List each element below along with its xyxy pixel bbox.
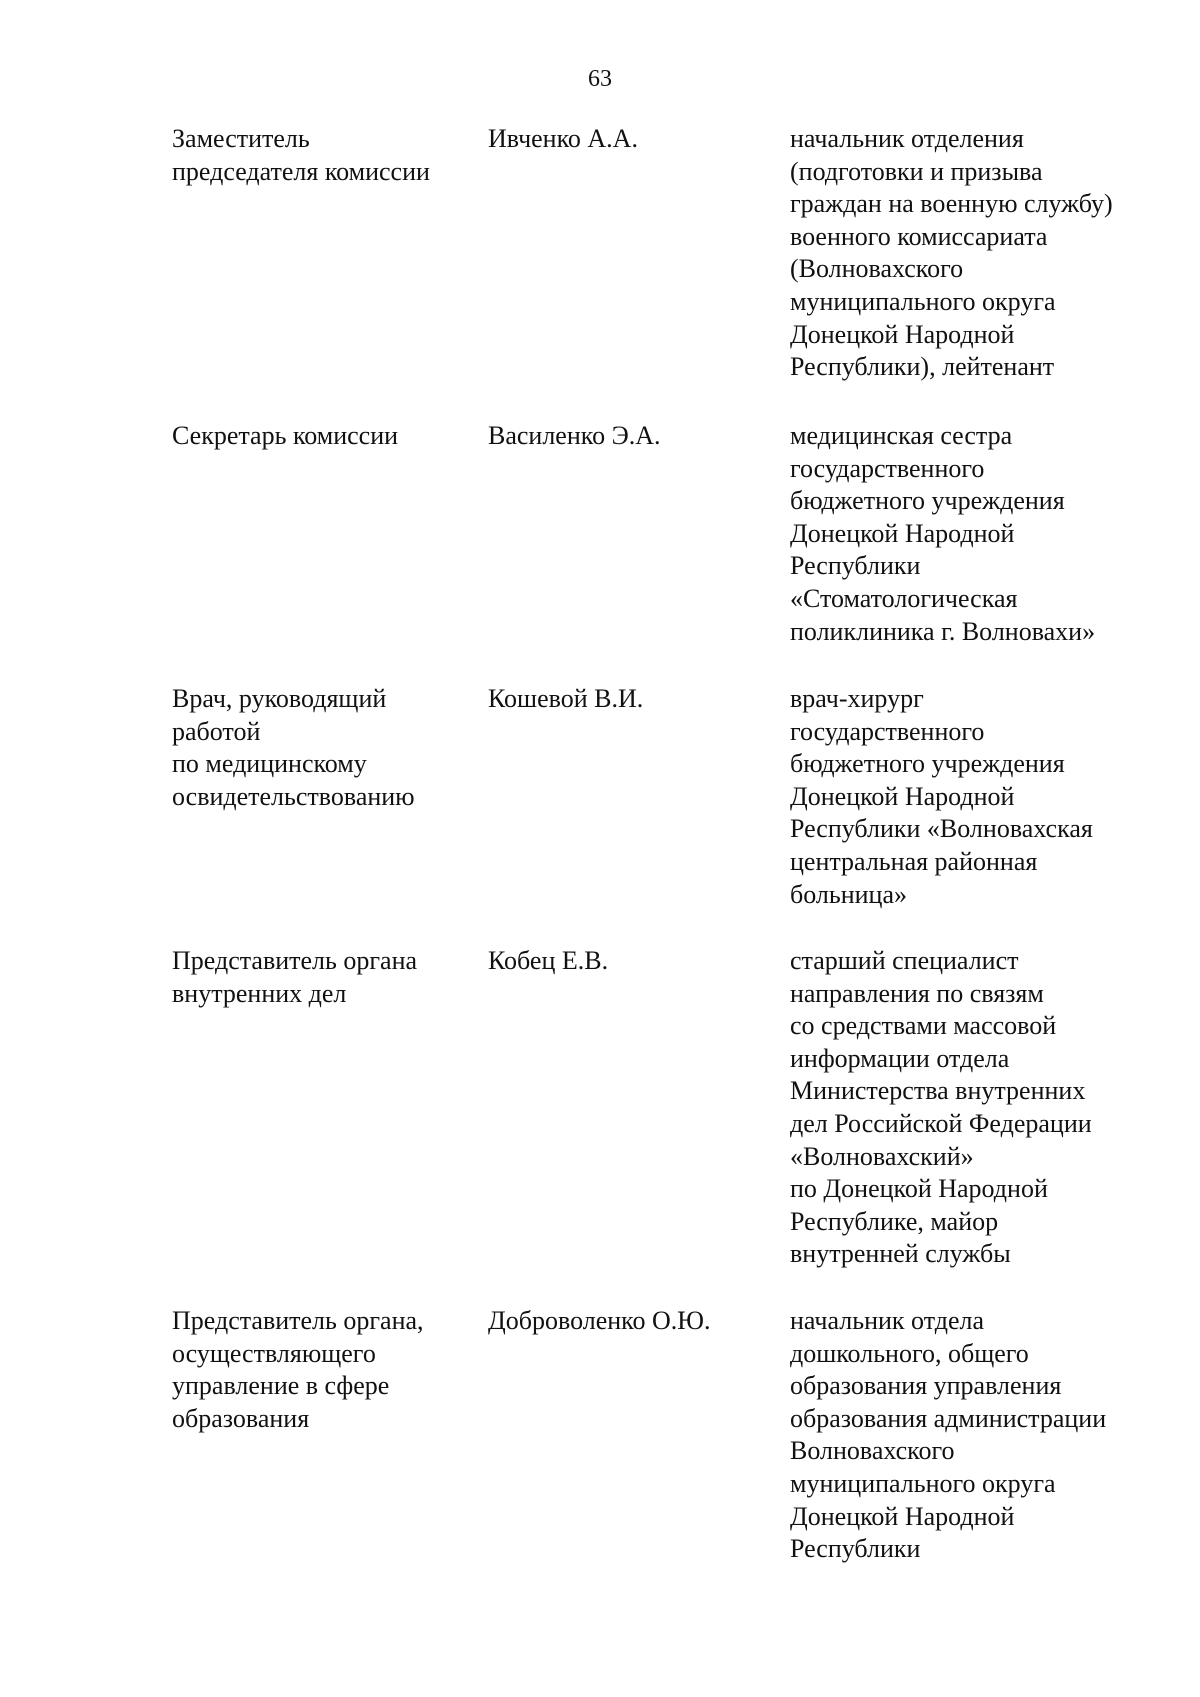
page-number: 63 [588,66,612,92]
position-line: информации отдела [790,1043,1010,1073]
position-line: по Донецкой Народной [790,1174,1048,1204]
position-line: «Волновахский» [790,1141,974,1171]
position-line: Донецкой Народной [790,781,1015,811]
role-line: внутренних дел [172,978,347,1008]
member-name: Ивченко А.А. [488,124,638,153]
member-role [172,683,472,813]
position-line: больница» [790,879,907,909]
position-line: врач-хирург [790,684,924,713]
position-line: Министерства внутренних [790,1076,1086,1106]
position-line: Республики [790,1534,921,1564]
position-line: поликлиника г. Волновахи» [790,616,1096,646]
position-line: Республики), лейтенант [790,352,1055,382]
role-line: Врач, руководящий [172,684,387,713]
member-name: Кобец Е.В. [488,946,609,975]
position-line: государственного [790,453,985,483]
position-line: Волновахского [790,1436,955,1466]
member-role [172,123,472,188]
position-line: внутренней службы [790,1239,1011,1269]
member-name: Доброволенко О.Ю. [488,1306,711,1335]
position-line: центральная районная [790,846,1038,876]
member-position [790,123,1190,384]
position-line: Донецкой Народной [790,1501,1015,1531]
position-line: Донецкой Народной [790,518,1015,548]
role-line: работой [172,716,261,746]
position-line: государственного [790,716,985,746]
position-line: «Стоматологическая [790,583,1018,613]
role-line: образования [172,1403,310,1433]
position-line: муниципального округа [790,1468,1056,1498]
role-line: Заместитель [172,124,310,153]
position-line: старший специалист [790,946,1019,975]
position-line: (подготовки и призыва [790,156,1043,186]
member-role [172,945,472,1010]
position-line: медицинская сестра [790,421,1013,450]
member-role [172,1305,472,1435]
position-line: направления по связям [790,978,1044,1008]
position-line: Донецкой Народной [790,319,1015,349]
member-position [790,420,1190,648]
position-line: начальник отделения [790,124,1024,153]
member-name: Василенко Э.А. [488,421,661,450]
position-line: образования администрации [790,1403,1107,1433]
position-line: образования управления [790,1371,1062,1401]
position-line: военного комиссариата [790,221,1048,251]
role-line: освидетельствованию [172,781,415,811]
position-line: начальник отдела [790,1306,985,1335]
position-line: бюджетного учреждения [790,486,1065,516]
member-position [790,945,1190,1271]
role-line: Представитель органа, [172,1306,424,1335]
position-line: Республике, майор [790,1206,999,1236]
member-role [172,420,472,453]
position-line: со средствами массовой [790,1011,1057,1041]
member-position [790,1305,1190,1566]
position-line: муниципального округа [790,286,1056,316]
position-line: дошкольного, общего [790,1338,1029,1368]
position-line: граждан на военную службу) [790,189,1113,219]
position-line: Республики [790,551,921,581]
member-name: Кошевой В.И. [488,684,644,713]
position-line: Республики «Волновахская [790,814,1093,844]
position-line: (Волновахского [790,254,964,284]
position-line: дел Российской Федерации [790,1108,1092,1138]
role-line: управление в сфере [172,1371,390,1401]
role-line: Представитель органа [172,946,418,975]
role-line: председателя комиссии [172,156,430,186]
position-line: бюджетного учреждения [790,749,1065,779]
role-line: по медицинскому [172,749,367,779]
role-line: осуществляющего [172,1338,376,1368]
role-line: Секретарь комиссии [172,421,399,450]
member-position [790,683,1190,911]
